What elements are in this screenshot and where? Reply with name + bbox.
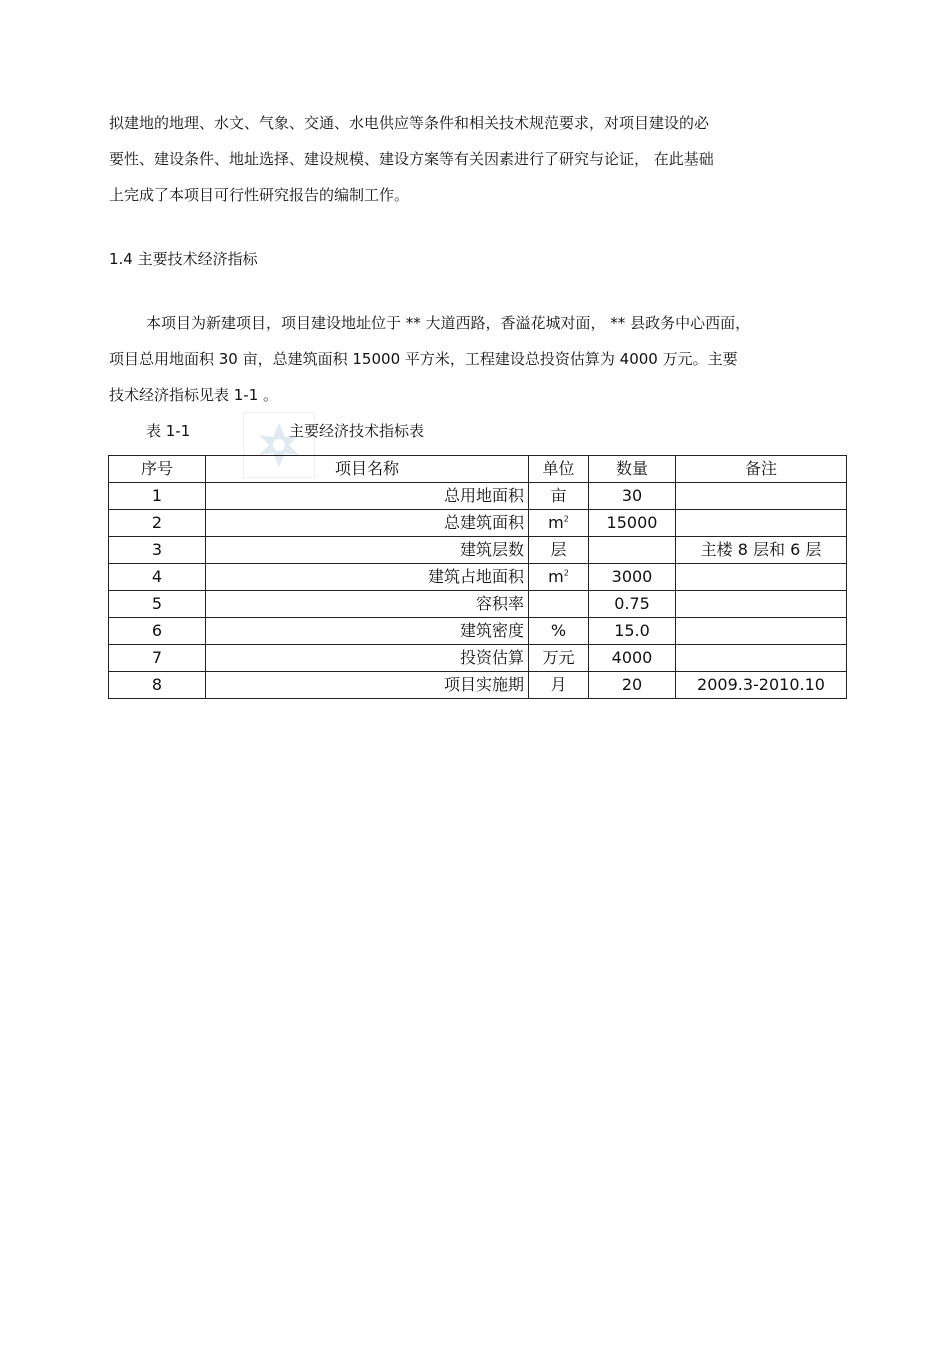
unit-text: 月 xyxy=(550,675,567,694)
unit-text: 亩 xyxy=(550,486,567,505)
cell-name: 总建筑面积 xyxy=(206,510,529,537)
cell-no: 2 xyxy=(109,510,206,537)
cell-name: 容积率 xyxy=(206,591,529,618)
header-unit: 单位 xyxy=(529,456,589,483)
unit-sup: 2 xyxy=(563,568,569,578)
cell-name: 总用地面积 xyxy=(206,483,529,510)
body-line-1: 本项目为新建项目，项目建设地址位于 ** 大道西路，香溢花城对面， ** 县政务中心西面， xyxy=(146,314,751,332)
cell-no: 5 xyxy=(109,591,206,618)
cell-no: 8 xyxy=(109,672,206,699)
cell-no: 1 xyxy=(109,483,206,510)
cell-unit xyxy=(529,591,589,618)
unit-text: m xyxy=(548,567,564,586)
table-row xyxy=(109,645,847,672)
cell-qty: 0.75 xyxy=(589,591,676,618)
unit-text: % xyxy=(550,621,567,640)
table-row xyxy=(109,510,847,537)
cell-unit xyxy=(529,537,589,564)
cell-qty: 30 xyxy=(589,483,676,510)
cell-unit xyxy=(529,645,589,672)
cell-qty: 15000 xyxy=(589,510,676,537)
cell-note xyxy=(676,591,847,618)
body-line-3: 技术经济指标见表 1-1 。 xyxy=(109,386,279,404)
header-name: 项目名称 xyxy=(206,456,529,483)
cell-unit xyxy=(529,510,589,537)
cell-note: 主楼 8 层和 6 层 xyxy=(676,537,847,564)
table-header-row xyxy=(109,456,847,483)
cell-note: 2009.3-2010.10 xyxy=(676,672,847,699)
cell-name: 建筑层数 xyxy=(206,537,529,564)
header-no: 序号 xyxy=(109,456,206,483)
cell-no: 6 xyxy=(109,618,206,645)
body-line-2: 项目总用地面积 30 亩，总建筑面积 15000 平方米，工程建设总投资估算为 4000 万元。主要 xyxy=(109,350,738,368)
unit-text: m xyxy=(548,513,564,532)
cell-note xyxy=(676,618,847,645)
unit-text: 万元 xyxy=(542,648,575,667)
intro-line-1: 拟建地的地理、水文、气象、交通、水电供应等条件和相关技术规范要求，对项目建设的必 xyxy=(109,114,710,132)
table-title: 主要经济技术指标表 xyxy=(289,422,425,440)
cell-no: 3 xyxy=(109,537,206,564)
table-row xyxy=(109,591,847,618)
cell-note xyxy=(676,564,847,591)
cell-note xyxy=(676,483,847,510)
cell-unit xyxy=(529,564,589,591)
table-row xyxy=(109,672,847,699)
unit-text: 层 xyxy=(550,540,567,559)
table-number: 表 1-1 xyxy=(146,422,191,440)
cell-qty: 20 xyxy=(589,672,676,699)
cell-qty: 4000 xyxy=(589,645,676,672)
cell-name: 投资估算 xyxy=(206,645,529,672)
table-row xyxy=(109,564,847,591)
cell-name: 建筑占地面积 xyxy=(206,564,529,591)
cell-name: 项目实施期 xyxy=(206,672,529,699)
indicators-table xyxy=(108,455,847,699)
table-row xyxy=(109,618,847,645)
cell-name: 建筑密度 xyxy=(206,618,529,645)
section-heading: 1.4 主要技术经济指标 xyxy=(109,250,258,268)
cell-no: 4 xyxy=(109,564,206,591)
intro-line-2: 要性、建设条件、地址选择、建设规模、建设方案等有关因素进行了研究与论证， 在此基础 xyxy=(109,150,714,168)
unit-sup: 2 xyxy=(563,514,569,524)
header-qty: 数量 xyxy=(589,456,676,483)
cell-no: 7 xyxy=(109,645,206,672)
cell-unit xyxy=(529,483,589,510)
cell-unit xyxy=(529,618,589,645)
cell-unit xyxy=(529,672,589,699)
cell-note xyxy=(676,510,847,537)
cell-qty xyxy=(589,537,676,564)
table-row xyxy=(109,483,847,510)
cell-note xyxy=(676,645,847,672)
cell-qty: 15.0 xyxy=(589,618,676,645)
intro-line-3: 上完成了本项目可行性研究报告的编制工作。 xyxy=(109,186,410,204)
header-note: 备注 xyxy=(676,456,847,483)
cell-qty: 3000 xyxy=(589,564,676,591)
table-row xyxy=(109,537,847,564)
